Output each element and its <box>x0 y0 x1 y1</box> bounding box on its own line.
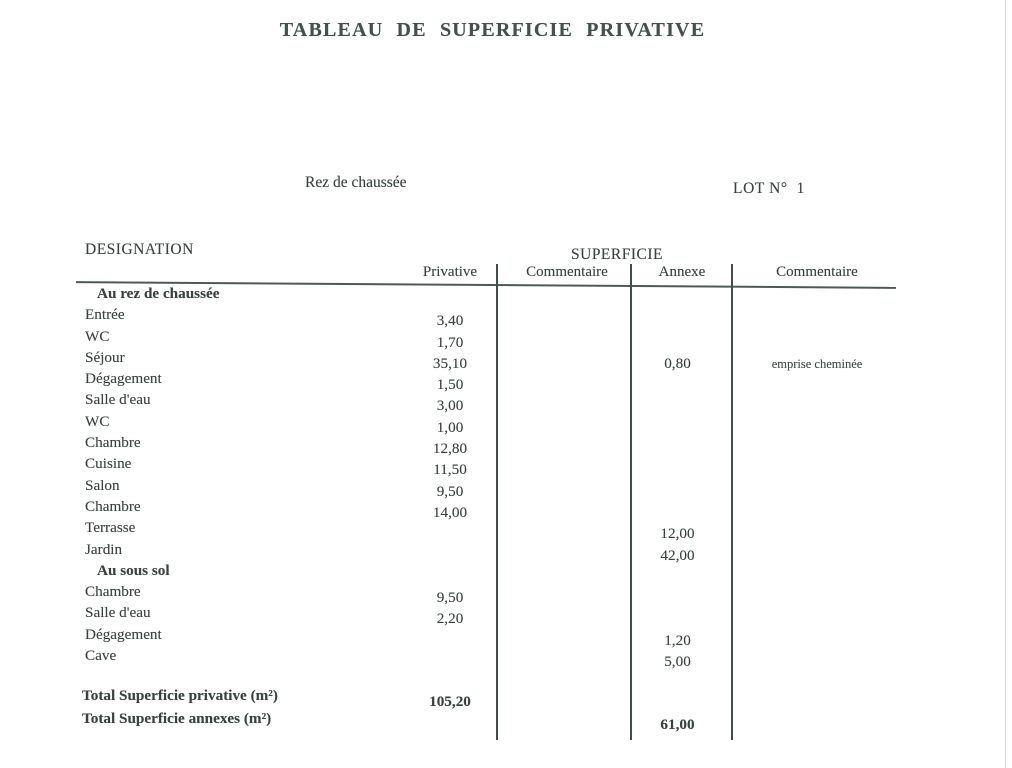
table-row <box>0 370 1012 394</box>
row-label: Chambre <box>85 434 141 452</box>
privative-value: 2,20 <box>436 610 464 628</box>
privative-value: 3,40 <box>436 312 464 330</box>
privative-value: 12,80 <box>432 440 468 458</box>
table-row <box>0 391 1012 415</box>
table-row <box>0 455 1012 479</box>
page-title: TABLEAU DE SUPERFICIE PRIVATIVE <box>279 19 706 41</box>
table-row <box>0 285 1012 306</box>
annexe-value: 1,20 <box>664 631 691 649</box>
table-row <box>0 583 1012 607</box>
row-label: Entrée <box>85 306 125 324</box>
row-label: Cuisine <box>85 455 132 473</box>
table-row <box>0 413 1012 434</box>
row-label: Dégagement <box>85 370 162 388</box>
privative-value: 1,00 <box>436 418 464 436</box>
table-row <box>0 477 1012 498</box>
table-row <box>0 519 1012 543</box>
total-row <box>0 687 1012 710</box>
privative-value: 1,70 <box>436 333 464 351</box>
privative-value: 3,00 <box>436 397 464 415</box>
row-label: Séjour <box>85 348 125 366</box>
comment-value: emprise cheminée <box>771 356 863 371</box>
row-label: Cave <box>85 647 117 665</box>
table-row <box>0 306 1012 330</box>
row-label: Dégagement <box>85 625 162 643</box>
table-row <box>0 562 1012 583</box>
row-label: Jardin <box>85 540 123 558</box>
row-label: Salon <box>85 476 120 494</box>
table-row <box>0 349 1012 370</box>
privative-value: 14,00 <box>432 503 468 521</box>
annexe-value: 42,00 <box>660 546 695 564</box>
totals-rows <box>0 687 1012 732</box>
designation-header: DESIGNATION <box>85 241 194 258</box>
table-row <box>0 434 1012 458</box>
row-label: WC <box>85 412 110 430</box>
column-header-annexe: Annexe <box>658 264 706 280</box>
annexe-value: 61,00 <box>660 715 695 733</box>
privative-value: 11,50 <box>433 461 467 479</box>
privative-value: 9,50 <box>436 589 464 607</box>
row-label: Terrasse <box>85 519 136 537</box>
table-row <box>0 328 1012 349</box>
table-row <box>0 647 1012 671</box>
column-header-privative: Privative <box>422 264 478 280</box>
table-row <box>0 626 1012 647</box>
row-label: WC <box>85 327 110 345</box>
row-label: Salle d'eau <box>85 391 151 409</box>
lot-number-label: LOT N° 1 <box>733 180 806 197</box>
row-label: Chambre <box>85 583 141 601</box>
privative-value: 35,10 <box>432 354 468 372</box>
row-label: Salle d'eau <box>85 604 151 622</box>
column-header-commentaire-2: Commentaire <box>776 264 858 280</box>
table-row <box>0 604 1012 628</box>
table-row <box>0 498 1012 519</box>
annexe-value: 5,00 <box>664 653 691 671</box>
row-label: Au rez de chaussée <box>97 285 220 302</box>
row-label: Total Superficie privative (m²) <box>82 687 278 704</box>
annexe-value: 12,00 <box>660 525 695 543</box>
row-label: Total Superficie annexes (m²) <box>82 709 272 727</box>
floor-label: Rez de chaussée <box>305 174 407 191</box>
superficie-header: SUPERFICIE <box>571 246 663 263</box>
row-label: Chambre <box>85 497 141 515</box>
annexe-value: 0,80 <box>664 354 691 372</box>
total-row <box>0 710 1012 733</box>
column-header-commentaire-1: Commentaire <box>526 264 608 280</box>
privative-value: 105,20 <box>429 693 471 710</box>
table-rows <box>0 285 1012 671</box>
table-row <box>0 541 1012 562</box>
row-label: Au sous sol <box>97 561 170 579</box>
privative-value: 1,50 <box>436 376 464 394</box>
privative-value: 9,50 <box>436 482 464 500</box>
